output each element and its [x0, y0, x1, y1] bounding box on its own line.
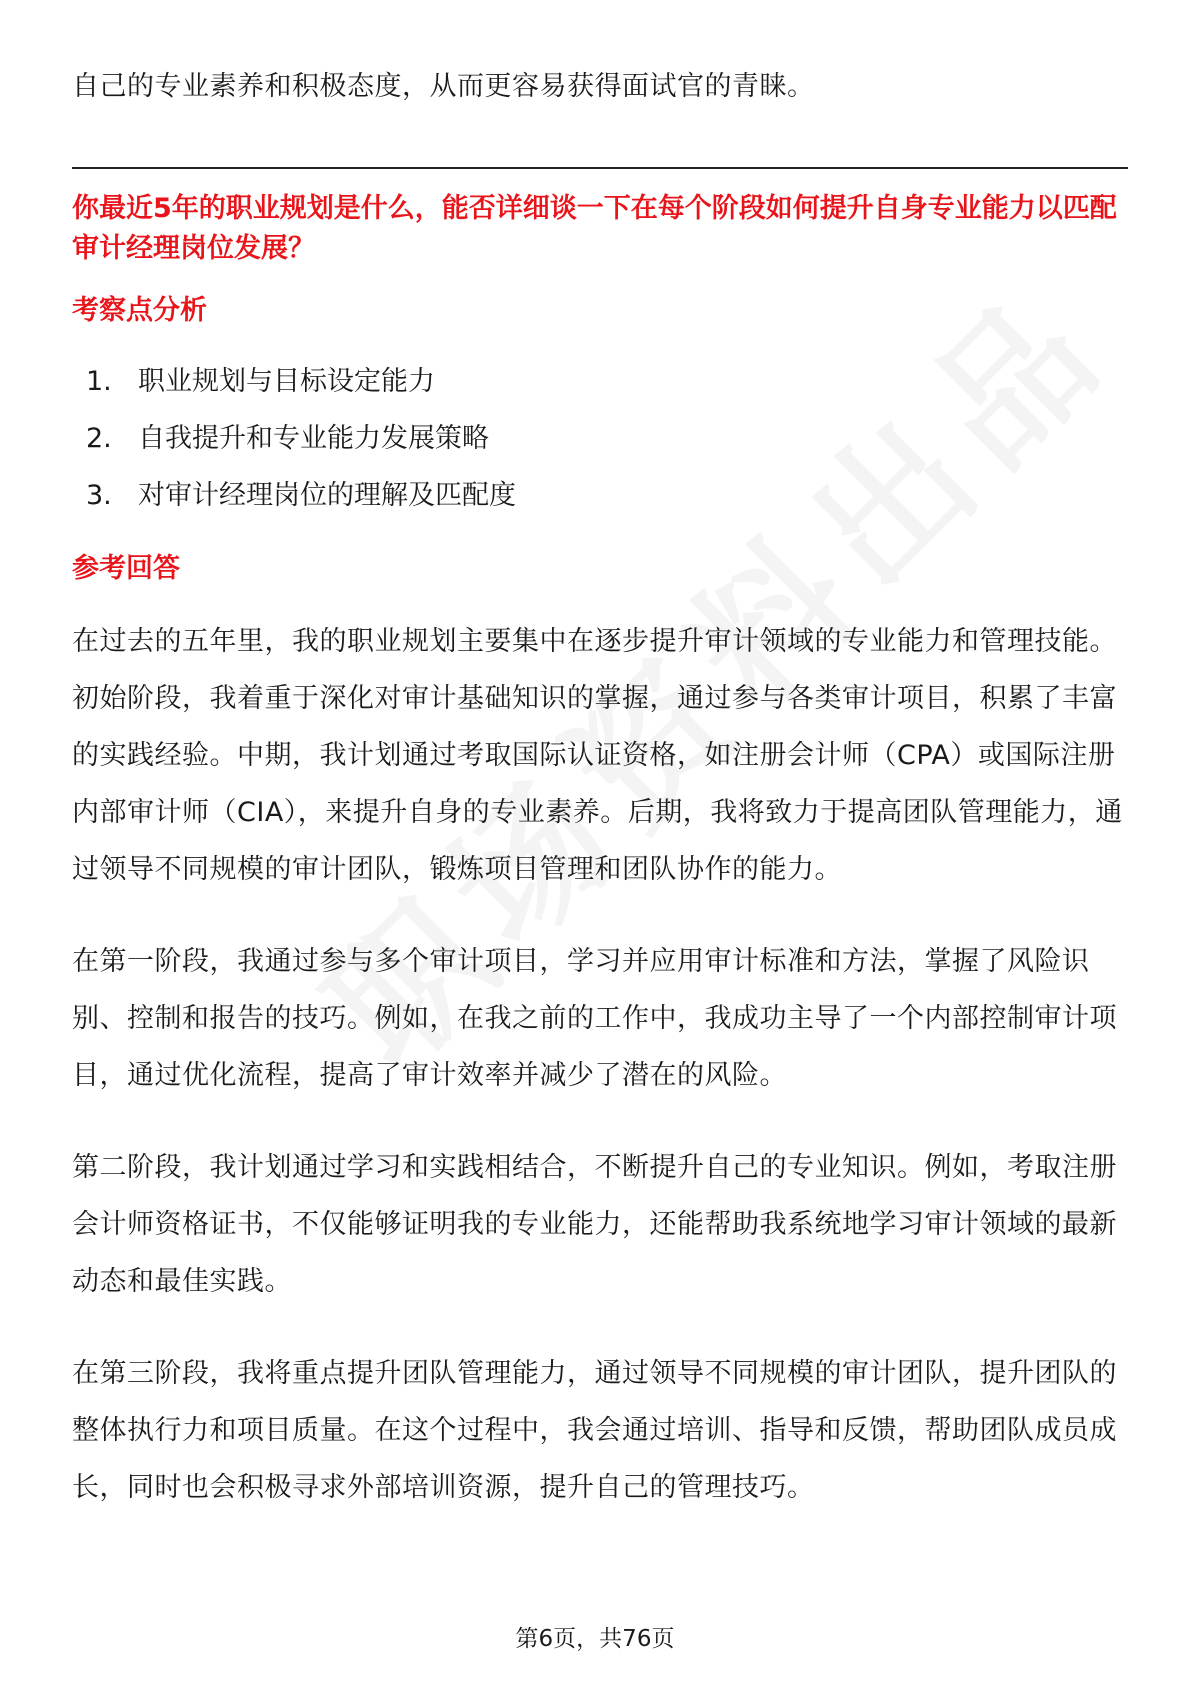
list-item-text: 对审计经理岗位的理解及匹配度	[138, 480, 516, 511]
list-item	[72, 467, 1128, 524]
answer-paragraph: 第二阶段，我计划通过学习和实践相结合，不断提升自己的专业知识。例如，考取注册会计师资格证书，不仅能够证明我的专业能力，还能帮助我系统地学习审计领域的最新动态和最佳实践。	[72, 1152, 1117, 1297]
list-item-number: 2.	[86, 423, 112, 454]
answer-paragraph: 在第一阶段，我通过参与多个审计项目，学习并应用审计标准和方法，掌握了风险识别、控制和报告的技巧。例如，在我之前的工作中，我成功主导了一个内部控制审计项目，通过优化流程，提高了审计效率并减少了潜在的风险。	[72, 946, 1117, 1091]
document-page	[72, 58, 1128, 1551]
list-item-text: 职业规划与目标设定能力	[138, 366, 435, 397]
analysis-points-list	[72, 353, 1128, 524]
list-item	[72, 353, 1128, 410]
page-footer: 第6页，共76页	[515, 1626, 675, 1652]
answer-title: 参考回答	[72, 553, 180, 584]
answer-paragraph: 在过去的五年里，我的职业规划主要集中在逐步提升审计领域的专业能力和管理技能。初始阶段，我着重于深化对审计基础知识的掌握，通过参与各类审计项目，积累了丰富的实践经验。中期，我计划通过考取国际认证资格，如注册会计师（CPA）或国际注册内部审计师（CIA），来提升自身的专业素养。后期，我将致力于提高团队管理能力，通过领导不同规模的审计团队，锻炼项目管理和团队协作的能力。	[72, 626, 1123, 885]
list-item	[72, 410, 1128, 467]
answer-paragraph: 在第三阶段，我将重点提升团队管理能力，通过领导不同规模的审计团队，提升团队的整体执行力和项目质量。在这个过程中，我会通过培训、指导和反馈，帮助团队成员成长，同时也会积极寻求外部培训资源，提升自己的管理技巧。	[72, 1358, 1117, 1503]
question-heading: 你最近5年的职业规划是什么，能否详细谈一下在每个阶段如何提升自身专业能力以匹配审计经理岗位发展？	[72, 193, 1117, 264]
list-item-number: 1.	[86, 366, 112, 397]
lead-paragraph: 自己的专业素养和积极态度，从而更容易获得面试官的青睐。	[72, 71, 815, 102]
section-divider	[72, 167, 1128, 169]
list-item-text: 自我提升和专业能力发展策略	[138, 423, 489, 454]
analysis-title: 考察点分析	[72, 295, 207, 326]
list-item-number: 3.	[86, 480, 112, 511]
